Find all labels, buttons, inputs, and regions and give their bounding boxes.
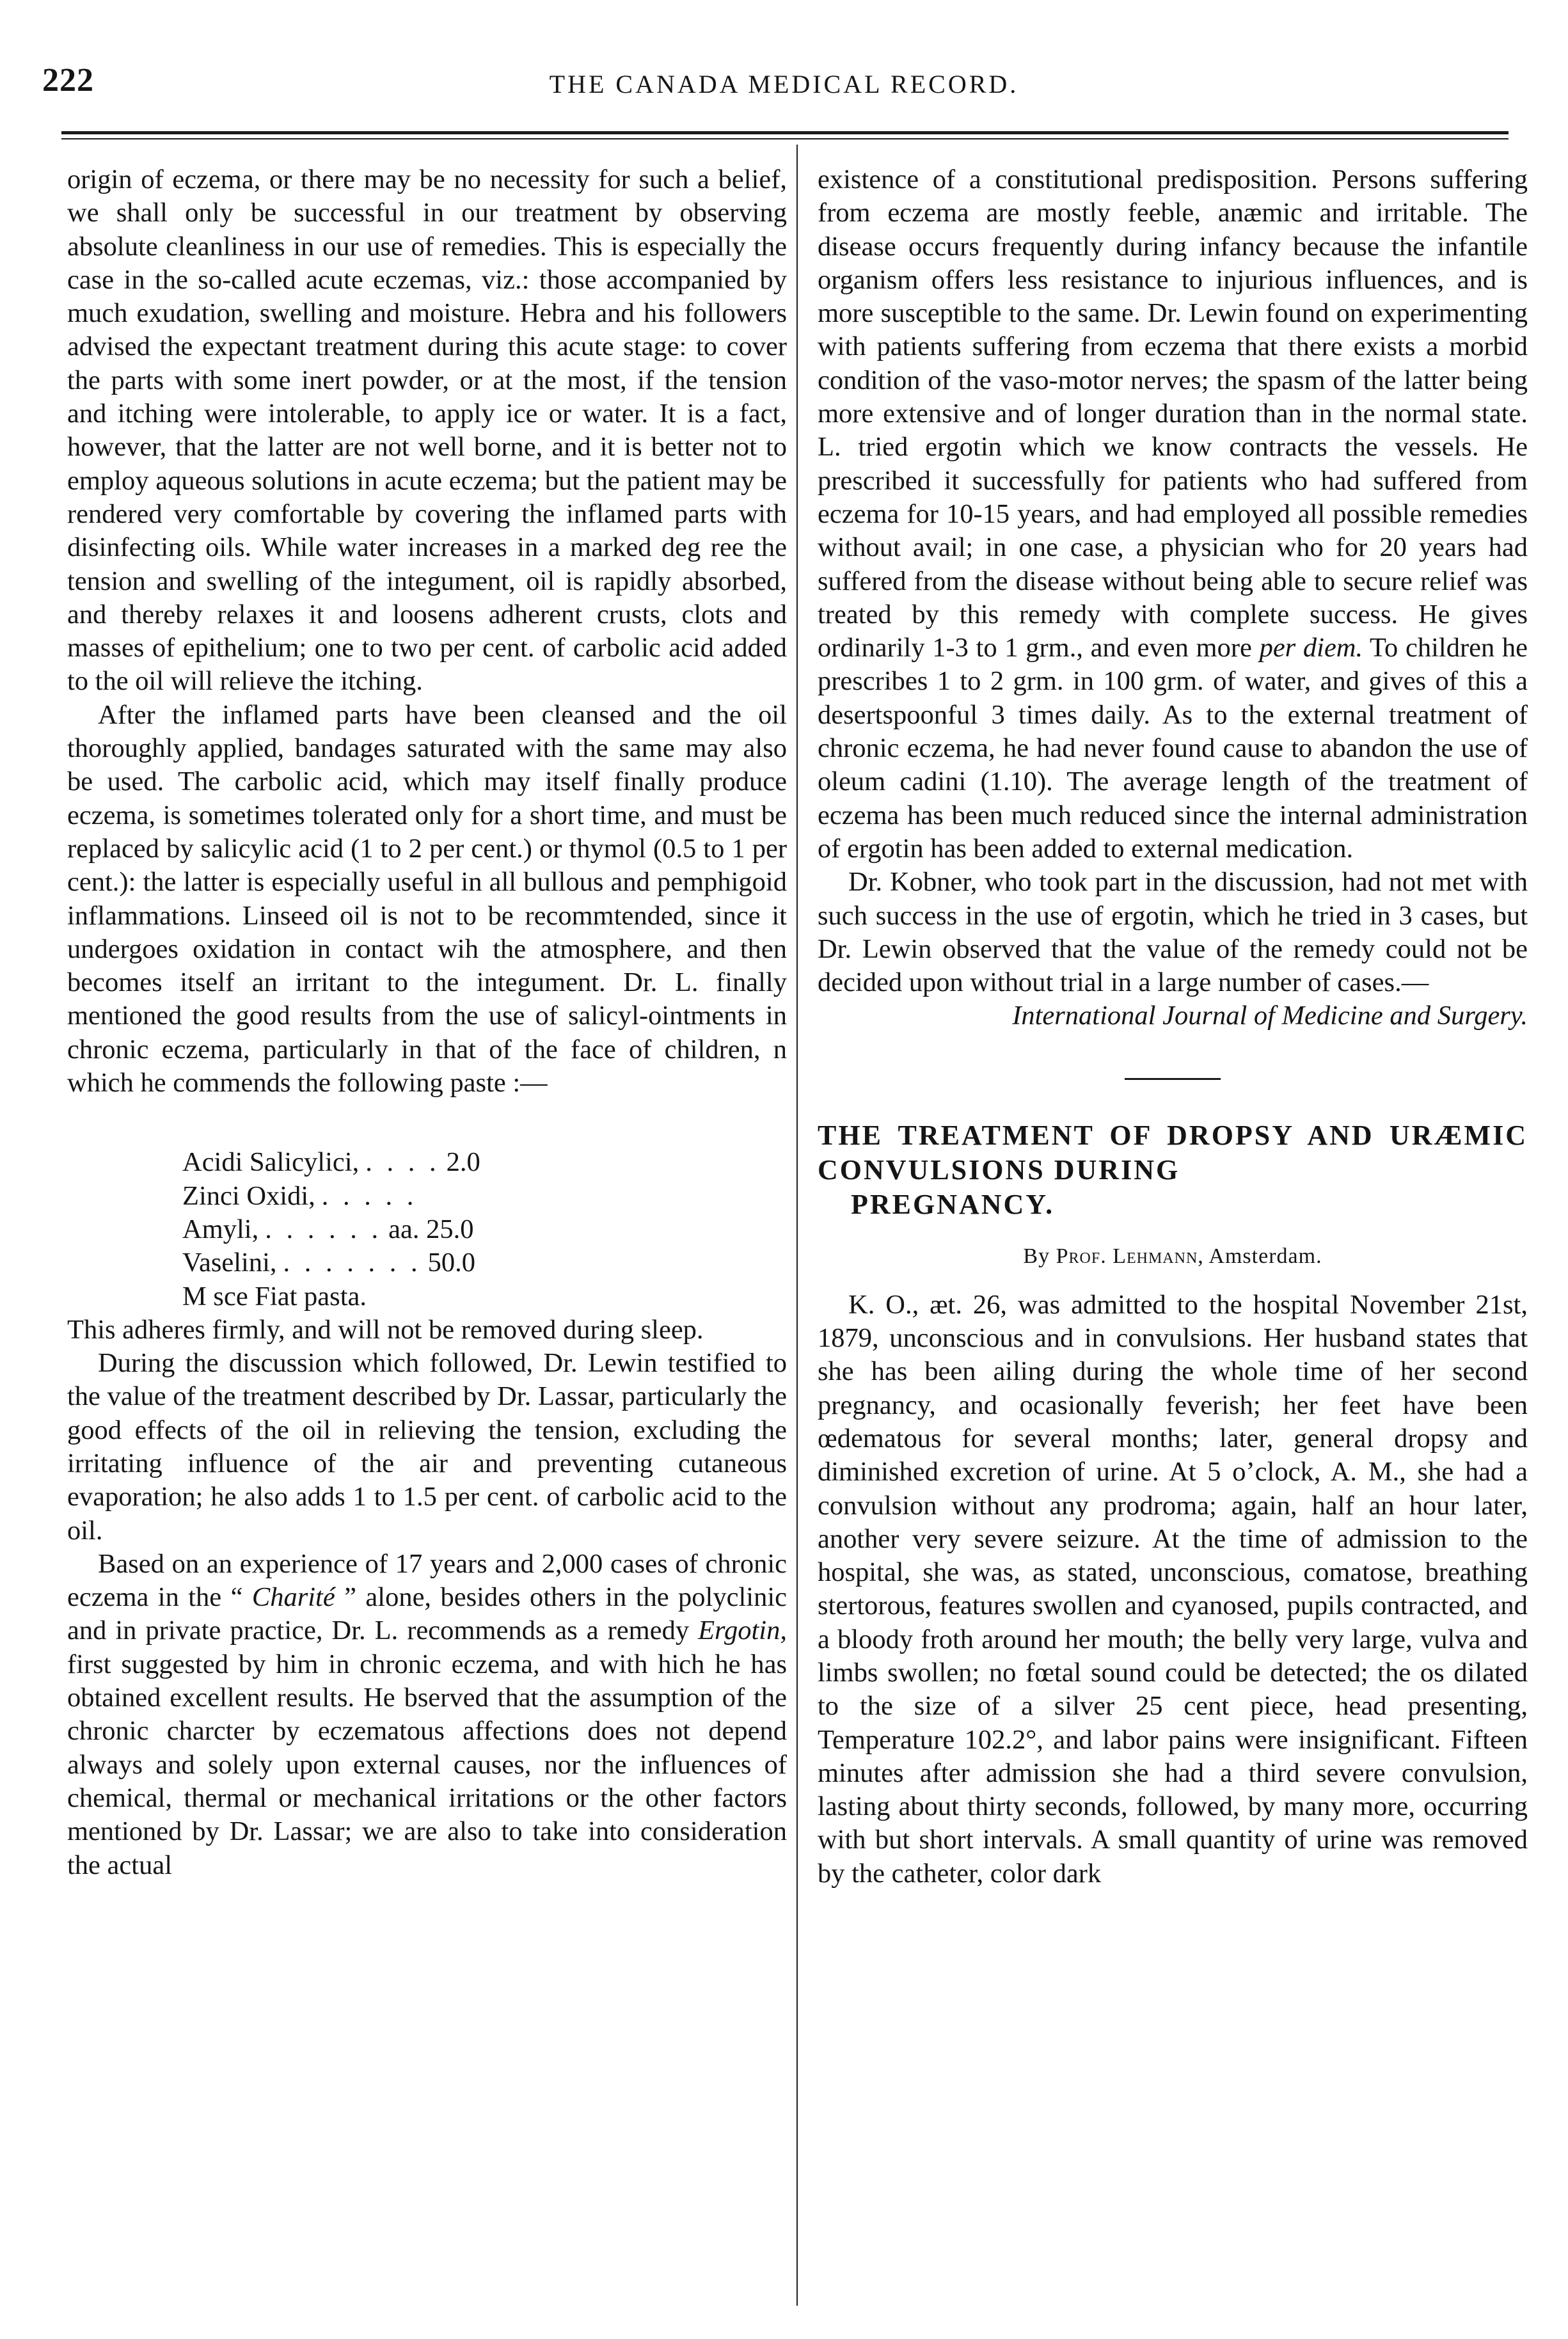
text-run: first suggested by him in chronic eczema, and with hich he has obtained excellent results. He bserved that the assumption of the chronic charcter by eczematous affections does not depend always and solely upon external causes, nor the influences of chemical, thermal or mechanical irritations or the other factors mentioned by Dr. Lassar; we are also to take into consideration the actual xyxy=(67,1649,787,1880)
page-number: 222 xyxy=(42,62,94,99)
rx-leader xyxy=(367,1280,373,1313)
section-divider xyxy=(1125,1078,1221,1080)
italic-term: Charité xyxy=(251,1582,335,1613)
paragraph: origin of eczema, or there may be no necessity for such a belief, we shall only be successful in our treatment by observing absolute cleanliness in our use of remedies. This is especially the case in the so-called acute eczemas, viz.: those accompanied by much exudation, swelling and moisture. Hebra and his followers advised the expectant treatment during this acute stage: to cover the parts with some inert powder, or at the most, if the tension and itching were intolerable, to apply ice or water. It is a fact, however, that the latter are not well borne, and it is better not to employ aqueous solutions in acute eczema; but the patient may be rendered very comfortable by covering the inflamed parts with disinfecting oils. While water increases in a marked deg ree the tension and swelling of the integument, oil is rapidly absorbed, and thereby relaxes it and loosens adherent crusts, clots and masses of epithelium; one to two per cent. of carbolic acid added to the oil will relieve the itching. xyxy=(67,164,787,697)
prescription-line xyxy=(182,1180,787,1213)
running-head: THE CANADA MEDICAL RECORD. xyxy=(549,70,1019,99)
author-name: Prof. Lehmann, xyxy=(1056,1244,1204,1268)
text-run: To children he prescribes 1 to 2 grm. in 100 grm. of water, and gives of this a desertspoonful 3 times daily. As to the external treatment of chronic eczema, he had never found cause to abandon the use of oleum cadini (1.10). The average length of the treatment of eczema has been much reduced since the internal administration of ergotin has been added to external medication. xyxy=(818,633,1528,864)
article-title xyxy=(818,1118,1528,1222)
paragraph: K. O., æt. 26, was admitted to the hospital November 21st, 1879, unconscious and in convulsions. Her husband states that she has been ailing during the whole time of her second pregnancy, and ocasionally feverish; her feet have been œdematous for several months; later, general dropsy and diminished excretion of urine. At 5 o’clock, A. M., she had a convulsion without any prodroma; again, half an hour later, another very severe seizure. At the time of admission to the hospital, she was, as stated, unconscious, comatose, breathing stertorous, features swollen and cyanosed, pupils contracted, and a bloody froth around her mouth; the belly very large, vulva and limbs swollen; no fœtal sound could be detected; the os dilated to the size of a silver 25 cent piece, head presenting, Temperature 102.2°, and labor pains were insignificant. Fifteen minutes after admission she had a third severe convulsion, lasting about thirty seconds, followed, by many more, occurring with but short intervals. A small quantity of urine was removed by the catheter, color dark xyxy=(818,1289,1528,1889)
paragraph xyxy=(67,1548,787,1882)
author-place: Amsterdam. xyxy=(1203,1244,1322,1268)
rx-ingredient: Acidi Salicylici, xyxy=(182,1147,360,1178)
title-line: PREGNANCY. xyxy=(851,1188,1055,1220)
italic-term: per diem. xyxy=(1259,633,1363,663)
header-rule-thick xyxy=(61,131,1509,134)
right-column xyxy=(818,163,1528,1891)
rx-leader: . . . . . . . xyxy=(283,1248,422,1278)
paragraph: Dr. Kobner, who took part in the discussion, had not met with such success in the use of ergotin, which he tried in 3 cases, but Dr. Lewin observed that the value of the remedy could not be decided upon without trial in a large number of cases.— xyxy=(818,867,1528,998)
paragraph: This adheres firmly, and will not be removed during sleep. xyxy=(67,1314,704,1345)
left-column xyxy=(67,163,787,1882)
prescription-line xyxy=(182,1280,787,1313)
title-line: THE TREATMENT OF DROPSY AND URÆMIC CONVULSIONS DURING xyxy=(818,1119,1528,1185)
source-citation: International Journal of Medicine and Surgery. xyxy=(1012,1001,1528,1031)
prescription-line xyxy=(182,1146,787,1179)
text-run: existence of a constitutional predisposition. Persons suffering from eczema are mostly feeble, anæmic and irritable. The disease occurs frequently during infancy because the infantile organism offers less resistance to injurious influences, and is more susceptible to the same. Dr. Lewin found on experimenting with patients suffering from eczema that there exists a morbid condition of the vaso-motor nerves; the spasm of the latter being more extensive and of longer duration than in the normal state. L. tried ergotin which we know contracts the vessels. He prescribed it successfully for patients who had suffered from eczema for 10-15 years, and had employed all possible remedies without avail; in one case, a physician who for 20 years had suffered from the disease without being able to secure relief was treated by this remedy with complete success. He gives ordinarily 1-3 to 1 grm., and even more xyxy=(818,164,1528,663)
prescription-block xyxy=(182,1146,787,1313)
rx-amount xyxy=(417,1180,424,1213)
paragraph: After the inflamed parts have been cleansed and the oil thoroughly applied, bandages saturated with the same may also be used. The carbolic acid, which may itself finally produce eczema, is sometimes tolerated only for a short time, and must be replaced by salicylic acid (1 to 2 per cent.) or thymol (0.5 to 1 per cent.): the latter is especially useful in all bullous and pemphigoid inflammations. Linseed oil is not to be recommtended, since it undergoes oxidation in contact wih the atmosphere, and then becomes itself an irritant to the integument. Dr. L. finally mentioned the good results from the use of salicyl-ointments in chronic eczema, particularly in that of the face of children, n which he commends the following paste :— xyxy=(67,699,787,1098)
rx-amount: 2.0 xyxy=(446,1147,480,1178)
byline-prefix: By xyxy=(1023,1244,1056,1268)
header-rule-thin xyxy=(61,138,1509,139)
rx-ingredient: Amyli, xyxy=(182,1214,259,1244)
byline xyxy=(818,1240,1528,1273)
rx-instruction: M sce Fiat pasta. xyxy=(182,1281,367,1312)
rx-leader: . . . . xyxy=(365,1147,440,1178)
prescription-line xyxy=(182,1213,787,1246)
italic-term: Ergotin, xyxy=(698,1615,787,1646)
prescription-line xyxy=(182,1246,787,1280)
rx-ingredient: Zinci Oxidi, xyxy=(182,1180,315,1211)
rx-amount: aa. 25.0 xyxy=(388,1214,474,1244)
rx-ingredient: Vaselini, xyxy=(182,1248,277,1278)
paragraph: During the discussion which followed, Dr. Lewin testified to the value of the treatment described by Dr. Lassar, particularly the good effects of the oil in relieving the tension, excluding the irritating influence of the air and preventing cutaneous evaporation; he also adds 1 to 1.5 per cent. of carbolic acid to the oil. xyxy=(67,1348,787,1546)
rx-leader: . . . . . . xyxy=(265,1214,383,1244)
text-run: Based on an experience of 17 years and 2,000 cases of chronic eczema in the “ xyxy=(67,1548,787,1613)
paragraph xyxy=(818,163,1528,866)
rx-leader: . . . . . xyxy=(321,1180,418,1211)
text-run: ” alone, besides others in the polyclinic and in private practice, Dr. L. recommends as a remedy xyxy=(67,1582,787,1646)
column-divider xyxy=(796,145,798,2306)
rx-amount: 50.0 xyxy=(427,1248,476,1278)
rx-amount xyxy=(373,1280,379,1313)
